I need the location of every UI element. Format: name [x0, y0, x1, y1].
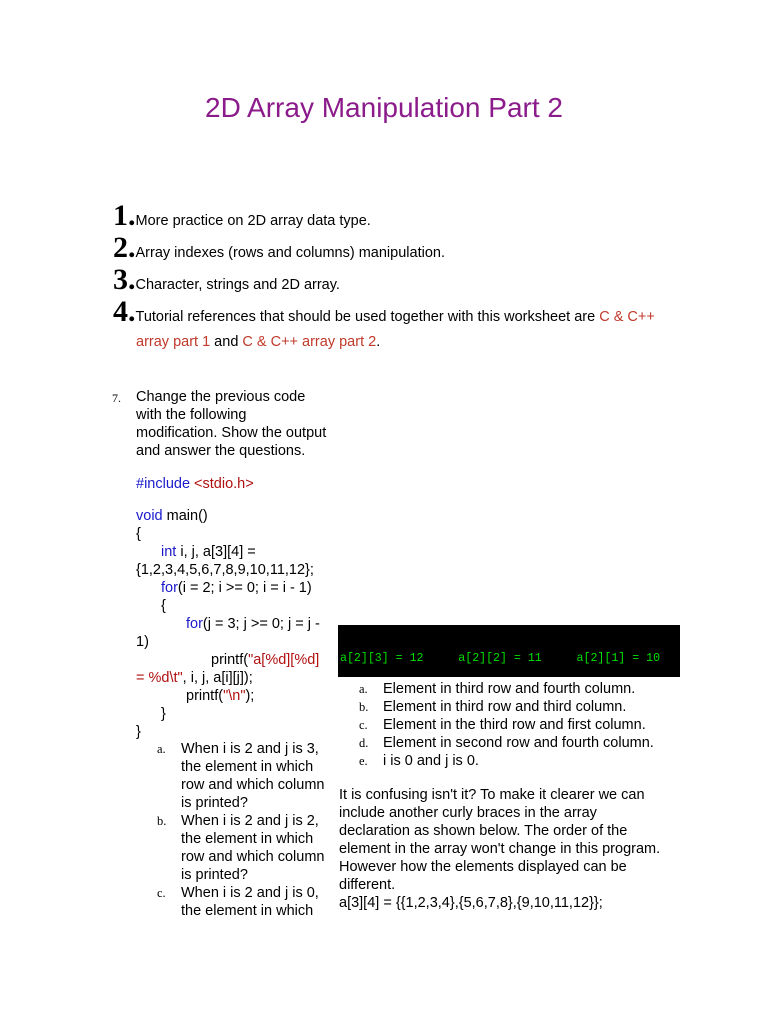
explanation-line: declaration as shown below. The order of the [339, 823, 628, 839]
answer-item [359, 716, 704, 734]
question-number: 7. [112, 391, 121, 405]
objective-number: 4. [113, 295, 136, 328]
answer-list [359, 680, 704, 770]
code-text: , i, j, a[i][j]); [182, 670, 253, 686]
objective-2 [113, 231, 445, 264]
answer-letter: b. [359, 700, 369, 714]
subquestion-letter: b. [157, 814, 167, 828]
keyword: int [161, 544, 177, 560]
string-literal: "\n" [223, 688, 246, 704]
code-line [136, 507, 346, 525]
subquestion-line: the element in which [181, 759, 314, 775]
keyword: void [136, 508, 163, 524]
keyword: #include [136, 476, 191, 492]
subquestion-line: row and which column [181, 849, 325, 865]
code-text: i, j, a[3][4] = [176, 544, 256, 560]
answer-item [359, 752, 704, 770]
reference-link-part1-cont[interactable]: array part 1 [136, 334, 211, 350]
code-block [136, 475, 346, 741]
explanation-line: However how the elements displayed can be [339, 859, 627, 875]
objective-text: Tutorial references that should be used together with this worksheet are [135, 309, 600, 325]
code-text: printf( [211, 652, 249, 668]
code-text: main() [162, 508, 208, 524]
code-line: 1) [136, 634, 149, 650]
code-line [136, 651, 346, 669]
answer-letter: c. [359, 718, 368, 732]
subquestion-line: the element in which [181, 903, 314, 919]
intro-line: and answer the questions. [136, 443, 306, 459]
objective-4-cont [136, 333, 380, 351]
console-line: a[2][3] = 12 a[2][2] = 11 a[2][1] = 10 [340, 652, 661, 665]
objective-text: Array indexes (rows and columns) manipulation. [135, 245, 445, 261]
subquestion-letter: a. [157, 742, 166, 756]
objective-number: 2. [113, 231, 136, 264]
code-line [136, 687, 346, 705]
array-declaration: a[3][4] = {{1,2,3,4},{5,6,7,8},{9,10,11,12}}; [339, 895, 603, 911]
subquestion-line: When i is 2 and j is 3, [181, 741, 319, 757]
subquestion-list [157, 740, 337, 920]
answer-item [359, 734, 704, 752]
question-intro [136, 388, 341, 460]
objective-number: 3. [113, 263, 136, 296]
objective-4 [113, 295, 683, 328]
string-literal: = %d\t" [136, 670, 183, 686]
objective-3 [113, 263, 340, 296]
code-text: ); [245, 688, 255, 704]
answer-letter: e. [359, 754, 368, 768]
subquestion-letter: c. [157, 886, 166, 900]
code-line: } [161, 706, 166, 722]
objective-text: and [210, 334, 243, 350]
code-line [136, 475, 346, 493]
explanation-paragraph [339, 786, 684, 912]
code-text: (i = 2; i >= 0; i = i - 1) [177, 580, 312, 596]
string-literal: "a[%d][%d] [248, 652, 320, 668]
console-output [338, 625, 680, 677]
intro-line: modification. Show the output [136, 425, 327, 441]
objective-text: Character, strings and 2D array. [135, 277, 340, 293]
subquestion-b [157, 812, 337, 884]
subquestion-line: When i is 2 and j is 0, [181, 885, 319, 901]
intro-line: Change the previous code [136, 389, 306, 405]
keyword: for [161, 580, 178, 596]
code-line: { [161, 598, 166, 614]
reference-link-part1[interactable]: C & C++ [599, 309, 655, 325]
subquestion-line: row and which column [181, 777, 325, 793]
subquestion-a [157, 740, 337, 812]
code-line: } [136, 724, 141, 740]
intro-line: with the following [136, 407, 247, 423]
answer-letter: a. [359, 682, 368, 696]
code-line [136, 669, 346, 687]
explanation-line: include another curly braces in the array [339, 805, 597, 821]
explanation-line: different. [339, 877, 396, 893]
code-text: printf( [186, 688, 224, 704]
objective-text: More practice on 2D array data type. [135, 213, 371, 229]
subquestion-line: When i is 2 and j is 2, [181, 813, 319, 829]
code-text: (j = 3; j >= 0; j = j - [202, 616, 320, 632]
answer-text: Element in third row and fourth column. [383, 681, 636, 697]
objective-text: . [376, 334, 381, 350]
answer-letter: d. [359, 736, 369, 750]
answer-item [359, 680, 704, 698]
code-line: { [136, 526, 141, 542]
answer-text: Element in third row and third column. [383, 699, 627, 715]
answer-item [359, 698, 704, 716]
subquestion-line: is printed? [181, 795, 248, 811]
code-line [136, 615, 346, 633]
objective-1 [113, 199, 371, 232]
keyword: for [186, 616, 203, 632]
code-line [136, 543, 346, 561]
string-literal: <stdio.h> [190, 476, 254, 492]
answer-text: Element in second row and fourth column. [383, 735, 654, 751]
reference-link-part2[interactable]: C & C++ array part 2 [242, 334, 377, 350]
answer-text: Element in the third row and first column. [383, 717, 646, 733]
subquestion-line: is printed? [181, 867, 248, 883]
explanation-line: element in the array won't change in this program. [339, 841, 661, 857]
answer-text: i is 0 and j is 0. [383, 753, 479, 769]
code-line: {1,2,3,4,5,6,7,8,9,10,11,12}; [136, 562, 314, 578]
objective-number: 1. [113, 199, 136, 232]
code-line [136, 579, 346, 597]
subquestion-c [157, 884, 337, 920]
explanation-line: It is confusing isn't it? To make it clearer we can [339, 787, 645, 803]
subquestion-line: the element in which [181, 831, 314, 847]
page-title: 2D Array Manipulation Part 2 [205, 92, 563, 123]
